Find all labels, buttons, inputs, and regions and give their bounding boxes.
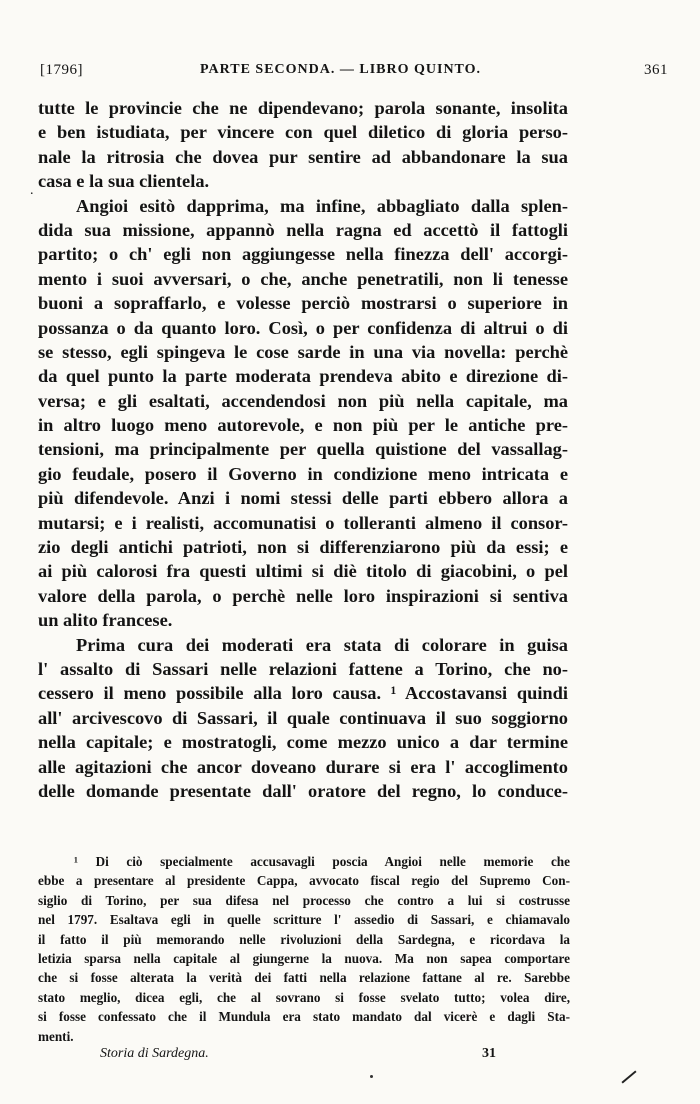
text-line: un alito francese. <box>38 610 173 631</box>
footnote-line: si fosse confessato che il Mundula era stato mandato dal vicerè e dagli Sta- <box>38 1009 570 1025</box>
running-title: PARTE SECONDA. — LIBRO QUINTO. <box>200 62 482 77</box>
paragraph-start: Angioi esitò dapprima, ma infine, abbagliato dalla splen- <box>76 195 568 216</box>
footnote-line: che si fosse alterata la verità dei fatti nella relazione fattane al re. Sarebbe <box>38 970 570 986</box>
footnote-line: stato meglio, dicea egli, che al sovrano si fosse svelato tutto; volea dire, <box>38 989 570 1005</box>
text-line: possanza o da quanto loro. Così, o per confidenza di altrui o di <box>38 317 568 338</box>
text-line: mutarsi; e i realisti, accomunatisi o tolleranti almeno il consor- <box>38 512 568 533</box>
running-header <box>40 62 668 86</box>
text-line: nella capitale; e mostratogli, come mezzo unico a dar termine <box>38 732 568 753</box>
text-line: casa e la sua clientela. <box>38 171 210 192</box>
footnote-line: il fatto il più memorando nelle rivoluzioni della Sardegna, e ricordava la <box>38 931 570 947</box>
footnotes <box>38 852 570 1046</box>
text-line: l' assalto di Sassari nelle relazioni fattene a Torino, che no- <box>38 658 568 679</box>
text-line: mento i suoi avversari, o che, anche penetratili, non li tenesse <box>38 268 568 289</box>
print-speck <box>370 1075 373 1078</box>
text-line: buoni a sopraffarlo, e volesse perciò mostrarsi o superiore in <box>38 293 568 314</box>
text-line: tensioni, ma principalmente per quella quistione del vassallag- <box>38 439 568 460</box>
text-line: da quel punto la parte moderata prendeva abito e direzione di- <box>38 366 568 387</box>
footnote-line: ebbe a presentare al presidente Cappa, avvocato fiscal regio del Supremo Con- <box>38 873 570 889</box>
footnote-line: nel 1797. Esaltava egli in quelle scritture l' assedio di Sassari, e chiamavalo <box>38 912 570 928</box>
text-line: ai più calorosi fra questi ultimi si diè titolo di giacobini, o pel <box>38 561 568 582</box>
text-line: se stesso, egli spingeva le cose sarde in una via novella: perchè <box>38 341 568 362</box>
text-line: delle domande presentate dall' oratore del regno, lo conduce- <box>38 780 568 801</box>
main-text <box>38 96 568 803</box>
margin-mark: . <box>30 183 34 198</box>
text-line: più difendevole. Anzi i nomi stessi delle parti ebbero allora a <box>38 488 568 509</box>
footnote-line: ¹ Di ciò specialmente accusavagli poscia Angioi nelle memorie che <box>74 854 570 869</box>
page-number: 361 <box>644 62 668 78</box>
text-line: all' arcivescovo di Sassari, il quale continuava il suo soggiorno <box>38 707 568 728</box>
text-line: e ben istudiata, per vincere con quel diletico di gloria perso- <box>38 122 568 143</box>
text-line: zio degli antichi patrioti, non si differenziarono più da essi; e <box>38 537 568 558</box>
paragraph-start: Prima cura dei moderati era stata di colorare in guisa <box>76 634 568 655</box>
footnote-line: letizia sparsa nella capitale al giungerne la nuova. Ma non sapea comportare <box>38 950 570 966</box>
text-line: valore della parola, o perchè nelle loro inspirazioni si sentiva <box>38 585 568 606</box>
text-line: alle agitazioni che ancor doveano durare si era l' accoglimento <box>38 756 568 777</box>
pencil-mark <box>621 1070 636 1083</box>
sheet-number: 31 <box>482 1046 496 1061</box>
text-line: partito; o ch' egli non aggiungesse nella finezza dell' accorgi- <box>38 244 568 265</box>
text-line: gio feudale, posero il Governo in condizione meno intricata e <box>38 463 568 484</box>
footnote-line: siglio di Torino, per sua difesa nel processo che contro a lui si costrusse <box>38 892 570 908</box>
text-line: versa; e gli esaltati, accendendosi non più nella capitale, ma <box>38 390 568 411</box>
footnote-line: menti. <box>38 1028 74 1044</box>
text-line: cessero il meno possibile alla loro causa. ¹ Accostavansi quindi <box>38 683 568 704</box>
text-line: tutte le provincie che ne dipendevano; parola sonante, insolita <box>38 98 568 118</box>
text-line: in altro luogo meno autorevole, e non più per le antiche pre- <box>38 415 568 436</box>
header-year: [1796] <box>40 62 83 78</box>
text-line: dida sua missione, appannò nella ragna ed accettò il fattogli <box>38 219 568 240</box>
signature-mark: Storia di Sardegna. <box>100 1046 209 1061</box>
text-line: nale la ritrosia che dovea pur sentire ad abbandonare la sua <box>38 146 568 167</box>
